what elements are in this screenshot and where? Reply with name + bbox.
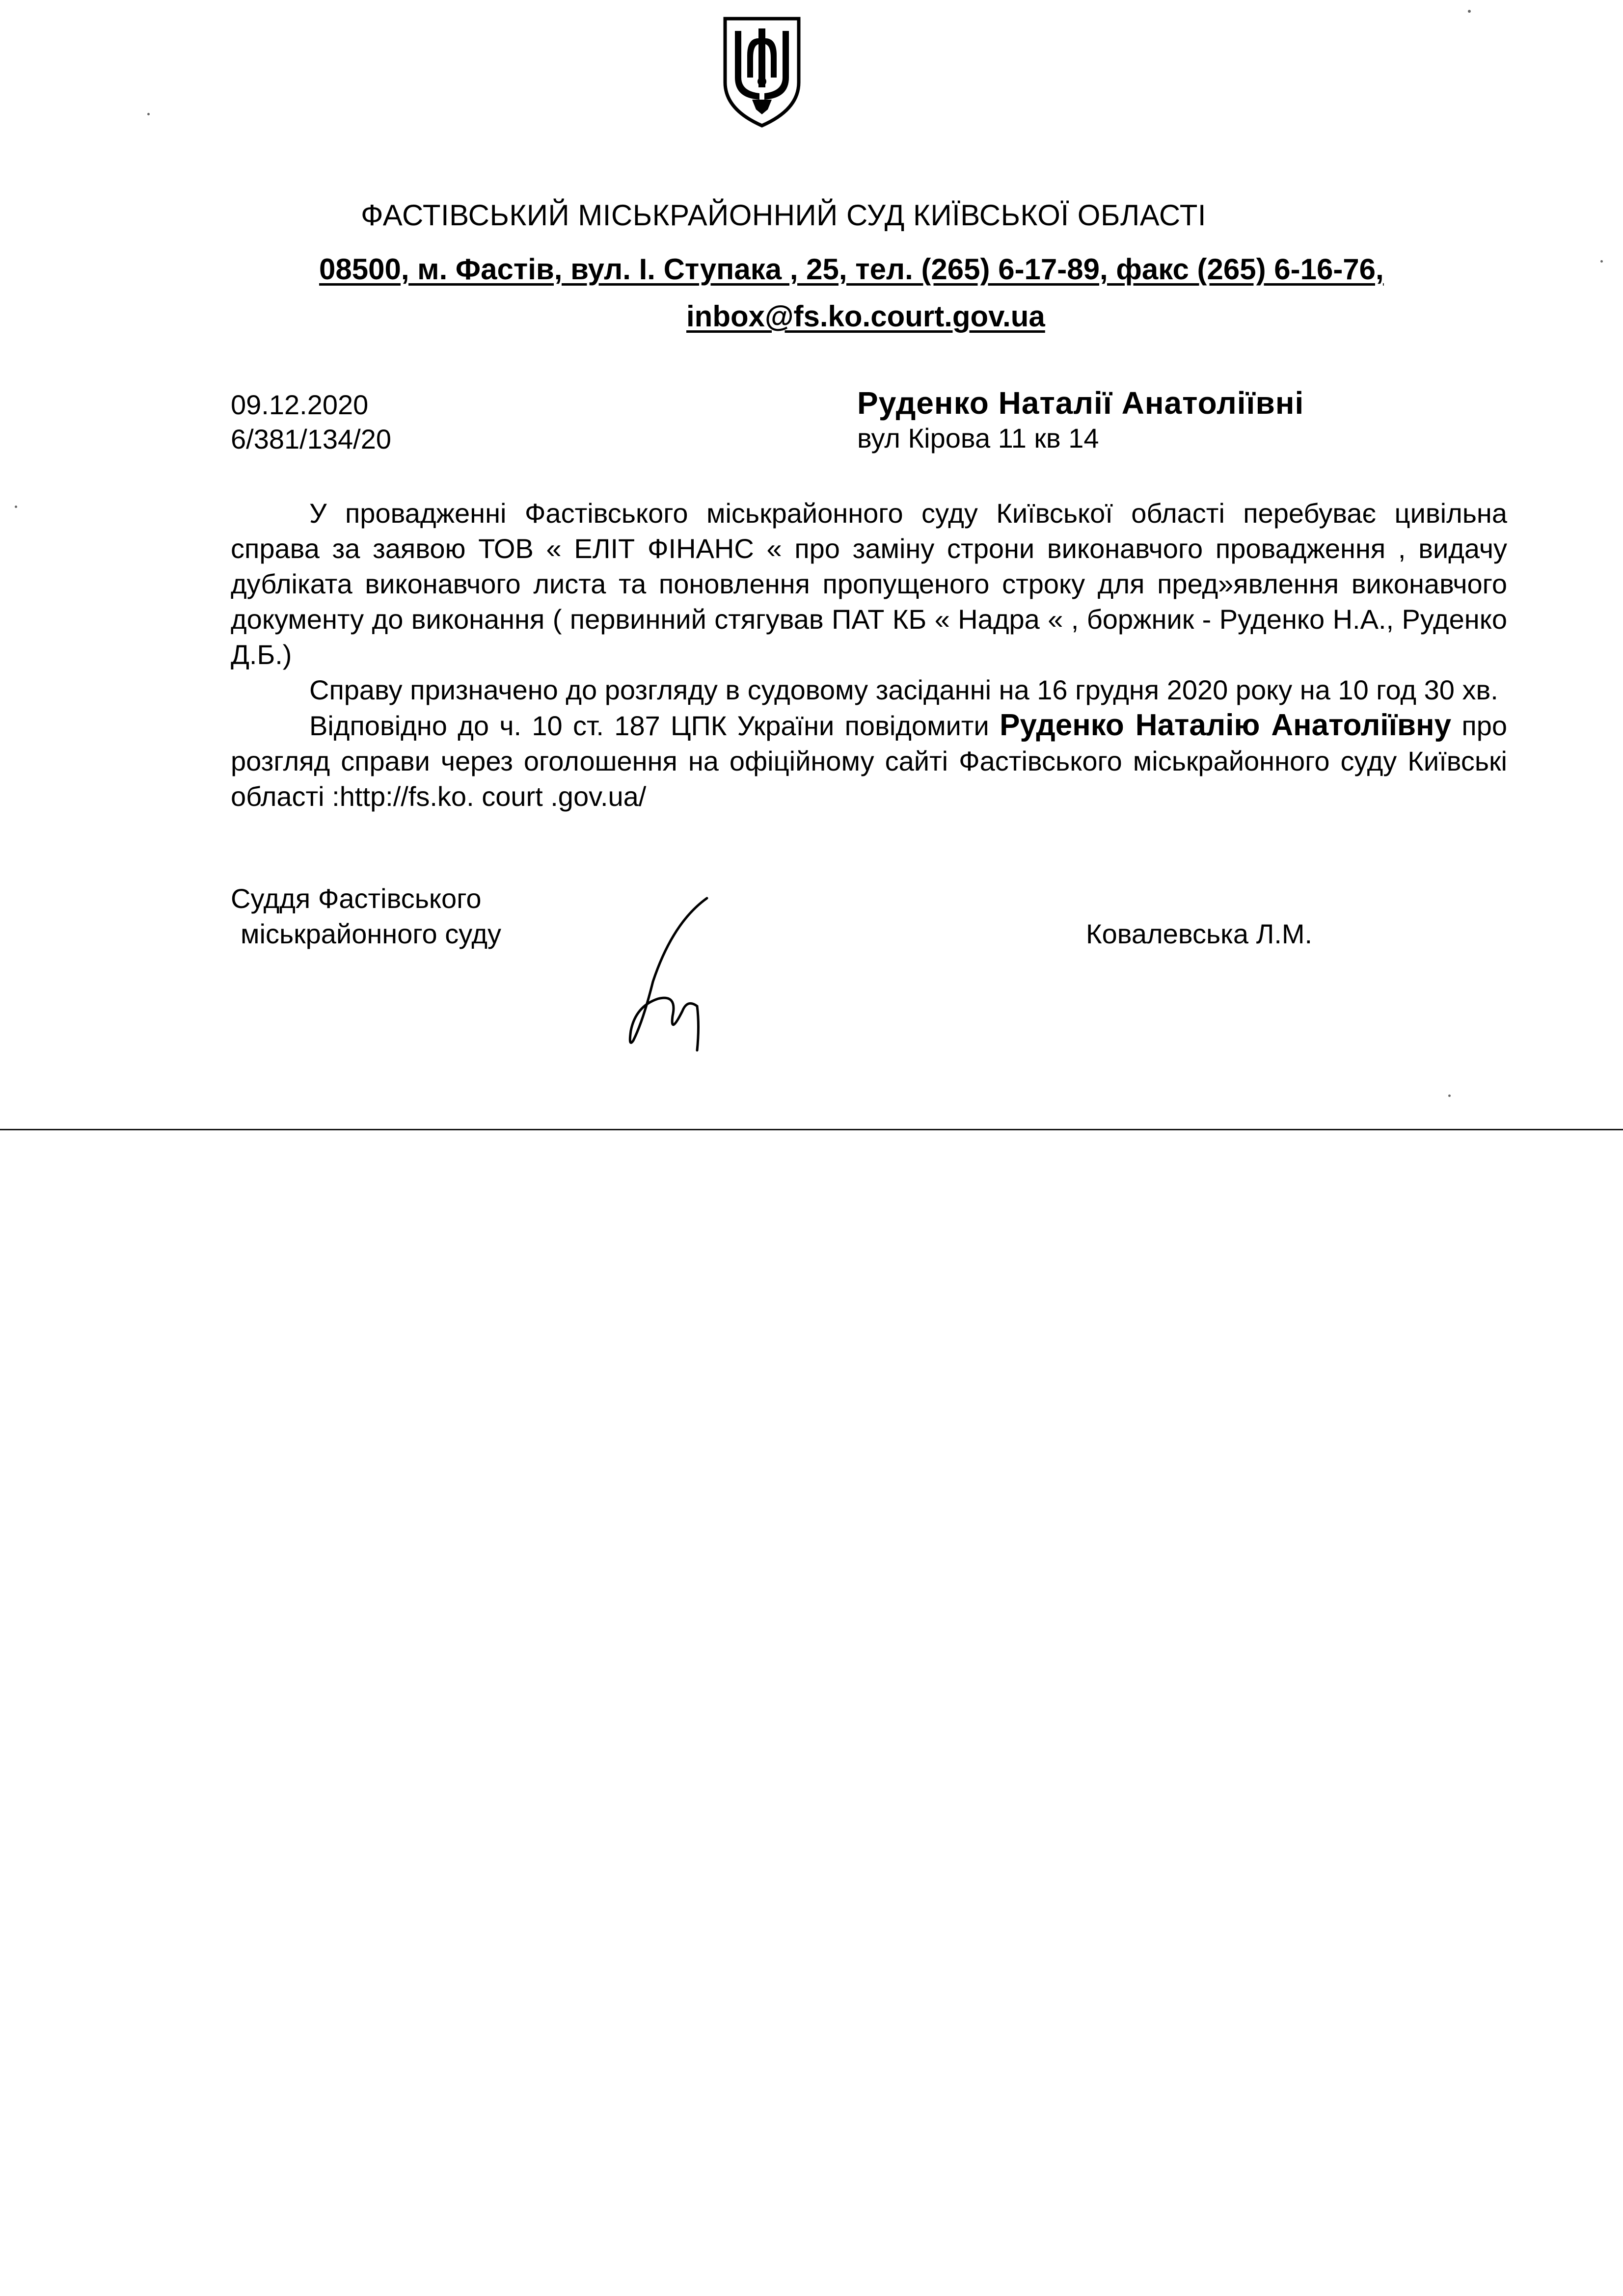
judge-title-line-1: Суддя Фастівського <box>231 883 482 914</box>
body-paragraph-3 <box>231 708 1507 814</box>
ukraine-trident-icon <box>713 9 811 132</box>
paragraph-3-start: Відповідно до ч. 10 ст. 187 ЦПК України повідомити <box>309 710 1000 741</box>
scan-speck <box>1600 260 1603 263</box>
document-date: 09.12.2020 <box>231 389 369 420</box>
court-address: 08500, м. Фастів, вул. І. Ступака , 25, тел. (265) 6-17-89, факс (265) 6-16-76, <box>319 253 1384 286</box>
court-email: inbox@fs.ko.court.gov.ua <box>686 300 1045 333</box>
scan-speck <box>15 506 17 508</box>
scan-speck <box>1468 10 1471 13</box>
notice-body <box>231 496 1507 814</box>
body-paragraph-1: У провадженні Фастівського міськрайонного суду Київської області перебуває цивільна справа за заявою ТОВ « ЕЛІТ ФІНАНС « про заміну строни виконавчого провадження , видачу дубліката виконавчого листа та поновлення пропущеного строку для пред»явлення виконавчого документу до виконання ( первинний стягував ПАТ КБ « Надра « , боржник - Руденко Н.А., Руденко Д.Б.) <box>231 498 1507 670</box>
judge-title <box>231 881 501 952</box>
document-reference: 6/381/134/20 <box>231 424 391 454</box>
body-paragraph-2: Справу призначено до розгляду в судовому засіданні на 16 грудня 2020 року на 10 год 30 хв. <box>309 674 1498 705</box>
recipient-block <box>857 385 1304 456</box>
judge-name: Ковалевська Л.М. <box>1086 918 1313 949</box>
scan-speck <box>1448 1095 1451 1097</box>
scan-speck <box>147 113 150 115</box>
document-meta <box>231 388 391 456</box>
recipient-name: Руденко Наталії Анатоліївні <box>857 385 1304 421</box>
notified-person-name: Руденко Наталію Анатоліївну <box>1000 708 1452 742</box>
handwritten-signature <box>614 893 741 1055</box>
page-divider <box>0 1129 1623 1130</box>
paragraph-3-end: про розгляд справи через оголошення на офіційному сайті Фастівського міськрайонного суду Київські області :http://fs.ko. court .gov.ua/ <box>231 710 1508 812</box>
judge-title-line-2: міськрайонного суду <box>241 918 502 949</box>
recipient-address: вул Кірова 11 кв 14 <box>857 423 1099 454</box>
court-name: ФАСТІВСЬКИЙ МІСЬКРАЙОННИЙ СУД КИЇВСЬКОЇ ОБЛАСТІ <box>361 199 1207 232</box>
